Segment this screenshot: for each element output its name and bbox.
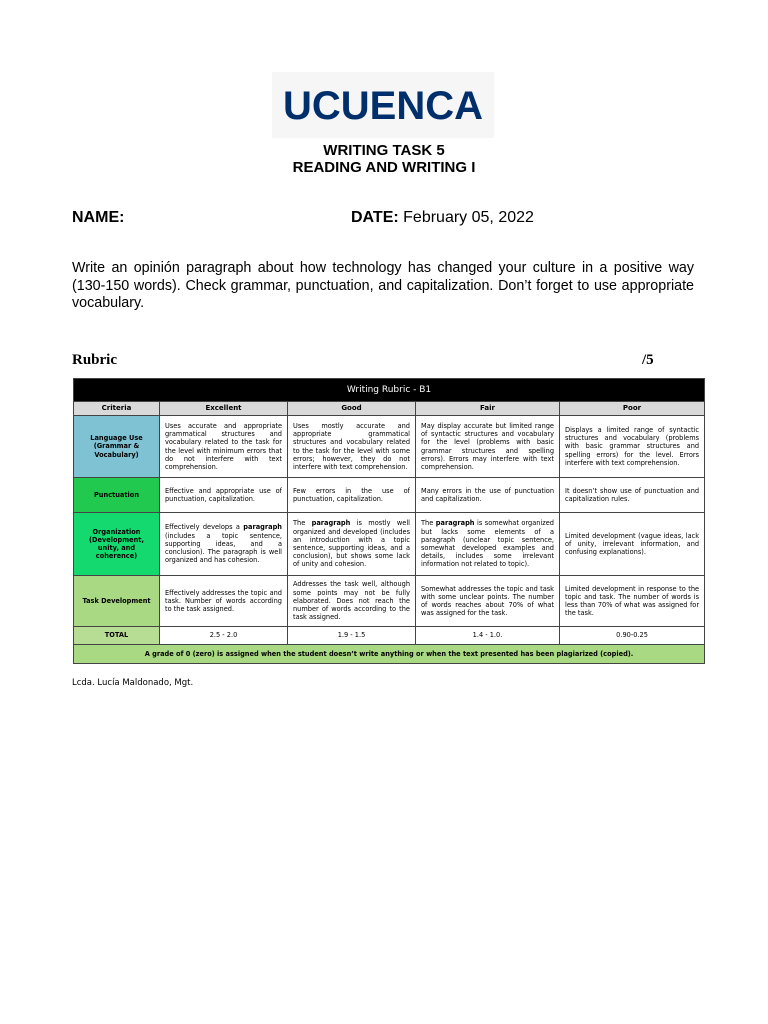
cell-good	[288, 513, 416, 576]
name-label: NAME:	[72, 209, 125, 226]
cell-fair	[416, 513, 560, 576]
cell-good: Uses mostly accurate and appropriate grammatical structures and vocabulary related to the task for the level with some errors; however, they do not interfere with text comprehension.	[288, 416, 416, 478]
name-field	[72, 209, 124, 227]
cell-fair: Many errors in the use of punctuation and capitalization.	[416, 478, 560, 513]
table-row	[74, 513, 705, 576]
table-row	[74, 478, 705, 513]
cell-poor: Limited development in response to the topic and task. The number of words is less than 70% of what was assigned for the task.	[560, 576, 705, 627]
cell-excellent: Effectively addresses the topic and task. Number of words according to the task assigned.	[160, 576, 288, 627]
header-good: Good	[288, 402, 416, 416]
criteria-punctuation: Punctuation	[74, 478, 160, 513]
bold-term: paragraph	[435, 519, 475, 528]
table-row	[74, 576, 705, 627]
criteria-task-development: Task Development	[74, 576, 160, 627]
bold-term: paragraph	[243, 523, 282, 532]
page-subtitle: READING AND WRITING I	[292, 159, 476, 176]
total-label: TOTAL	[74, 627, 160, 645]
grading-note: A grade of 0 (zero) is assigned when the student doesn’t write anything or when the text presented has been plagiarized (copied).	[74, 645, 705, 664]
date-value: February 05, 2022	[403, 209, 534, 226]
total-excellent: 2.5 - 2.0	[160, 627, 288, 645]
cell-text: is mostly well organized and developed (includes an introduction with a topic sentence, supporting ideas, and a conclusion), but shows some lack of unity and cohesion.	[293, 519, 410, 569]
cell-good: Addresses the task well, although some points may not be fully elaborated. Does not reach the number of words according to the task assigned.	[288, 576, 416, 627]
cell-text: is somewhat organized but lacks some elements of a paragraph (unclear topic sentence, somewhat developed examples and details, includes some irrelevant information not related to topic).	[421, 519, 554, 569]
cell-text: (includes a topic sentence, supporting ideas, and a conclusion). The paragraph is well organized and has cohesion.	[165, 531, 282, 565]
header-fair: Fair	[416, 402, 560, 416]
university-logo	[272, 72, 494, 138]
bold-term: paragraph	[311, 519, 351, 528]
cell-poor: Limited development (vague ideas, lack of unity, irrelevant information, and confusing explanations).	[560, 513, 705, 576]
cell-text: The	[421, 519, 436, 528]
total-row	[74, 627, 705, 645]
cell-excellent	[160, 513, 288, 576]
cell-fair: May display accurate but limited range of syntactic structures and vocabulary for the level (problems with basic grammar structures and spelling errors). Errors may interfere with text comprehension.	[416, 416, 560, 478]
logo-text: UCUENCA	[283, 84, 483, 128]
rubric-table	[73, 378, 705, 664]
cell-fair: Somewhat addresses the topic and task with some unclear points. The number of words reaches about 70% of what was assigned for the task.	[416, 576, 560, 627]
header-excellent: Excellent	[160, 402, 288, 416]
date-label: DATE:	[351, 209, 399, 226]
score-label: /5	[642, 352, 654, 368]
header-poor: Poor	[560, 402, 705, 416]
cell-excellent: Effective and appropriate use of punctuation, capitalization.	[160, 478, 288, 513]
cell-excellent: Uses accurate and appropriate grammatical structures and vocabulary related to the task for the level with minimum errors that do not interfere with text comprehension.	[160, 416, 288, 478]
total-good: 1.9 - 1.5	[288, 627, 416, 645]
criteria-organization: Organization (Development, unity, and coherence)	[74, 513, 160, 576]
cell-good: Few errors in the use of punctuation, capitalization.	[288, 478, 416, 513]
total-poor: 0.90-0.25	[560, 627, 705, 645]
cell-text: Effectively develops a	[165, 523, 244, 532]
date-field	[351, 209, 534, 227]
header-criteria: Criteria	[74, 402, 160, 416]
cell-poor: It doesn’t show use of punctuation and capitalization rules.	[560, 478, 705, 513]
cell-poor: Displays a limited range of syntactic structures and vocabulary (problems with basic grammar structures and spelling errors) for the level. Errors interfere with text comprehension.	[560, 416, 705, 478]
signature: Lcda. Lucía Maldonado, Mgt.	[72, 678, 194, 688]
table-row	[74, 416, 705, 478]
criteria-language-use: Language Use (Grammar & Vocabulary)	[74, 416, 160, 478]
rubric-banner: Writing Rubric - B1	[74, 379, 705, 402]
rubric-label: Rubric	[72, 352, 117, 368]
page-title: WRITING TASK 5	[323, 142, 445, 159]
note-row	[74, 645, 705, 664]
cell-text: The	[293, 519, 312, 528]
task-prompt: Write an opinión paragraph about how technology has changed your culture in a positive way (130-150 words). Check grammar, punctuation, and capitalization. Don’t forget to use appropriate vocabulary.	[72, 260, 694, 311]
total-fair: 1.4 - 1.0.	[416, 627, 560, 645]
